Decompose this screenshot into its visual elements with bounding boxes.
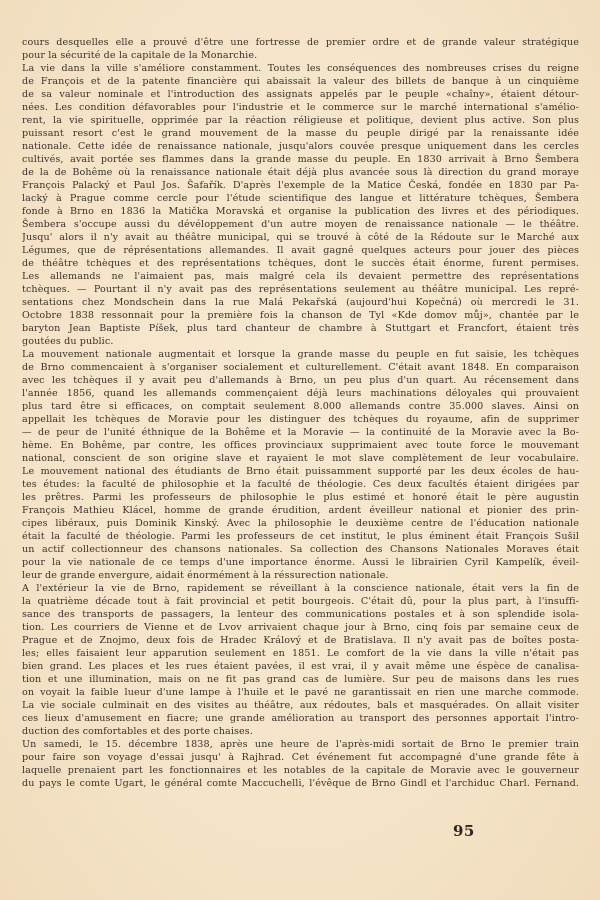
text-line: Les allemands ne l'aimaient pas, mais malgré cela ils devaient permettre des représentations: [22, 271, 579, 282]
text-line: on voyait la faible lueur d'une lampe à l'huile et le pavé ne garantissait en rien une marche commode.: [22, 687, 579, 698]
text-line: était la faculté de théologie. Parmi les professeurs de cet institut, le plus éminent était François Sušil: [22, 531, 579, 542]
text-line: A l'extérieur la vie de Brno, rapidement se réveillant à la conscience nationale, était vers la fin de: [22, 583, 579, 594]
text-line: La mouvement nationale augmentait et lorsque la grande masse du peuple en fut saisie, les tchèques: [22, 349, 579, 360]
text-line: Jusqu' alors il n'y avait au théâtre municipal, qui se trouvé à côté de la Rédoute sur le Marché aux: [22, 232, 579, 243]
text-line: — de peur de l'unité éthnique de la Bohême et la Moravie — la continuité de la Moravie avec la Bo-: [22, 427, 579, 438]
text-line: de théâtre tchèques et des représentations tchèques, dont le succès était énorme, furent permises.: [22, 258, 579, 269]
text-line: Šembera s'occupe aussi du dévéloppement d'un autre moyen de renaissance nationale — le théâtre.: [22, 219, 579, 230]
text-line: nées. Les condition défavorables pour l'industrie et le commerce sur le marché international s'amélio-: [22, 102, 579, 113]
text-line: appellait les tchèques de Moravie pour les distinguer des tchèques du royaume, afin de supprimer: [22, 414, 579, 425]
text-line: fonde à Brno en 1836 la Matička Moravská et organise la publication des livres et des périodiques.: [22, 206, 579, 217]
text-line: laquelle prenaient part les fonctionnaires et les notables de la capitale de Moravie avec le gouverneur: [22, 765, 579, 776]
text-line: Légumes, que de réprésentations allemandes. Il avait gagné quelques acteurs pour jouer des pièces: [22, 245, 579, 256]
text-line: sentations chez Mondschein dans la rue Malá Pekařská (aujourd'hui Kopečná) où mercredi le 31.: [22, 297, 579, 308]
text-line: les prêtres. Parmi les professeurs de philosophie le plus estimé et honoré était le père augustin: [22, 492, 579, 503]
text-line: de sa valeur nominale et l'introduction des assignats appelés par le peuple «chaîny», étaient détour-: [22, 89, 579, 100]
text-line: l'année 1856, quand les allemands commençaient déjà leurs machinations déloyales qui prouvaient: [22, 388, 579, 399]
text-line: de François et de la patente financière qui abaissait la valeur des billets de banque à un cinquième: [22, 76, 579, 87]
text-line: rent, la vie spirituelle, opprimée par la réaction réligieuse et politique, devient plus active. Son plus: [22, 115, 579, 126]
text-line: cours desquelles elle a prouvé d'être une fortresse de premier ordre et de grande valeur stratégique: [22, 37, 579, 48]
text-line: tion. Les courriers de Vienne et de Lvov arrivaient chaque jour à Brno, cinq fois par semaine ceux de: [22, 622, 579, 633]
text-line: baryton Jean Baptiste Píšek, plus tard chanteur de chambre à Stuttgart et Francfort, étaient très: [22, 323, 579, 334]
text-line: sance des transports de passagers, la lenteur des communications postales et à son splendide isola-: [22, 609, 579, 620]
text-line: cultivés, avait portée ses flammes dans la grande masse du peuple. En 1830 arrivait à Brno Šembera: [22, 154, 579, 165]
text-line: lacký à Prague comme cercle pour l'étude scientifique des langue et littérature tchèques, Šembera: [22, 193, 579, 204]
text-line: ces lieux d'amusement en fiacre; une grande amélioration au transport des personnes apportait l'intro-: [22, 713, 579, 724]
text-line: la quatrième décade tout à fait provincial et petit bourgeois. C'était dû, pour la plus part, à l'insuffi-: [22, 596, 579, 607]
text-line: hème. En Bohême, par contre, les offices provinciaux supprimaient avec toute force le mouvemant: [22, 440, 579, 451]
page-number: 95: [453, 822, 475, 840]
text-line: pour faire son voyage d'essai jusqu' à Rajhrad. Cet événement fut accompagné d'une grande fête à: [22, 752, 579, 763]
text-line: François Palacký et Paul Jos. Šafařík. D'après l'exemple de la Matice Česká, fondée en 1830 par Pa-: [22, 180, 579, 191]
text-line: bien grand. Les places et les rues étaient pavées, il est vrai, il y avait même une éspèce de canalisa-: [22, 661, 579, 672]
text-line: du pays le comte Ugart, le général comte Maccuchelli, l'évêque de Brno Gindl et l'archiduc Charl. Fernand.: [22, 778, 579, 789]
text-line: François Mathieu Klácel, homme de grande érudition, ardent éveilleur national et pionier des prin-: [22, 505, 579, 516]
text-line: un actif collectionneur des chansons nationales. Sa collection des Chansons Nationales Moraves était: [22, 544, 579, 555]
text-line: tion et une illumination, mais on ne fit pas grand cas de lumière. Sur peu de maisons dans les rues: [22, 674, 579, 685]
text-line: Le mouvement national des étudiants de Brno était puissamment supporté par les deux écoles de hau-: [22, 466, 579, 477]
text-line: duction des comfortables et des porte chaises.: [22, 726, 253, 737]
text-line: pour la sécurité de la capitale de la Monarchie.: [22, 50, 258, 61]
text-line: tes études: la faculté de philosophie et la faculté de théologie. Ces deux facultés étaient dirigées par: [22, 479, 579, 490]
text-line: avec les tchèques il y avait peu d'allemands à Brno, un peu plus d'un quart. Au récensement dans: [22, 375, 579, 386]
text-line: Un samedi, le 15. décembre 1838, après une heure de l'après-midi sortait de Brno le premier train: [22, 739, 579, 750]
text-line: goutées du public.: [22, 336, 114, 347]
text-line: puissant resort c'est le grand mouvement de la masse du peuple dirigé par la renaissante idée: [22, 128, 579, 139]
text-line: pour la vie nationale de ce temps d'une importance énorme. Aussi le librairien Cyril Kampelík, éveil-: [22, 557, 579, 568]
text-line: de la de Bohême où la renaissance nationale était déjà plus avancée sous là direction du grand moraye: [22, 167, 579, 178]
text-line: La vie dans la ville s'améliore constamment. Toutes les conséquences des nombreuses crises du reigne: [22, 63, 579, 74]
text-line: nationale. Cette idée de renaissance nationale, jusqu'alors couvée presque uniquement dans les cercles: [22, 141, 579, 152]
text-line: Octobre 1838 ressonnait pour la première fois la chanson de Tyl «Kde domov můj», chantée par le: [22, 310, 579, 321]
text-line: tchèques. — Pourtant il n'y avait pas des représentations seulement au théâtre municipal. Les repré-: [22, 284, 579, 295]
text-line: leur de grande envergure, aidait énormément à la réssurection nationale.: [22, 570, 389, 581]
text-line: les; elles faisaient leur apparution seulement en 1851. Le comfort de la vie dans la ville n'était pas: [22, 648, 579, 659]
text-line: de Brno commencaient à s'organiser socialement et culturellement. C'était avant 1848. En comparaison: [22, 362, 579, 373]
text-line: La vie sociale culminait en des visites au théâtre, aux rédoutes, bals et masquérades. On allait visiter: [22, 700, 579, 711]
text-line: national, conscient de son origine slave et rayaient le mot slave complètement de leur vocabulaire.: [22, 453, 579, 464]
text-line: cipes libéraux, puis Dominik Kinský. Avec la philosophie le deuxième centre de l'éducation nationale: [22, 518, 579, 529]
body-text: [22, 36, 579, 790]
text-line: plus tard être si efficaces, on comptait seulement 8.000 allemands contre 35.000 slaves. Ainsi on: [22, 401, 579, 412]
text-line: Prague et de Znojmo, deux fois de Hradec Králový et de Bratislava. Il n'y avait pas de boîtes posta-: [22, 635, 579, 646]
